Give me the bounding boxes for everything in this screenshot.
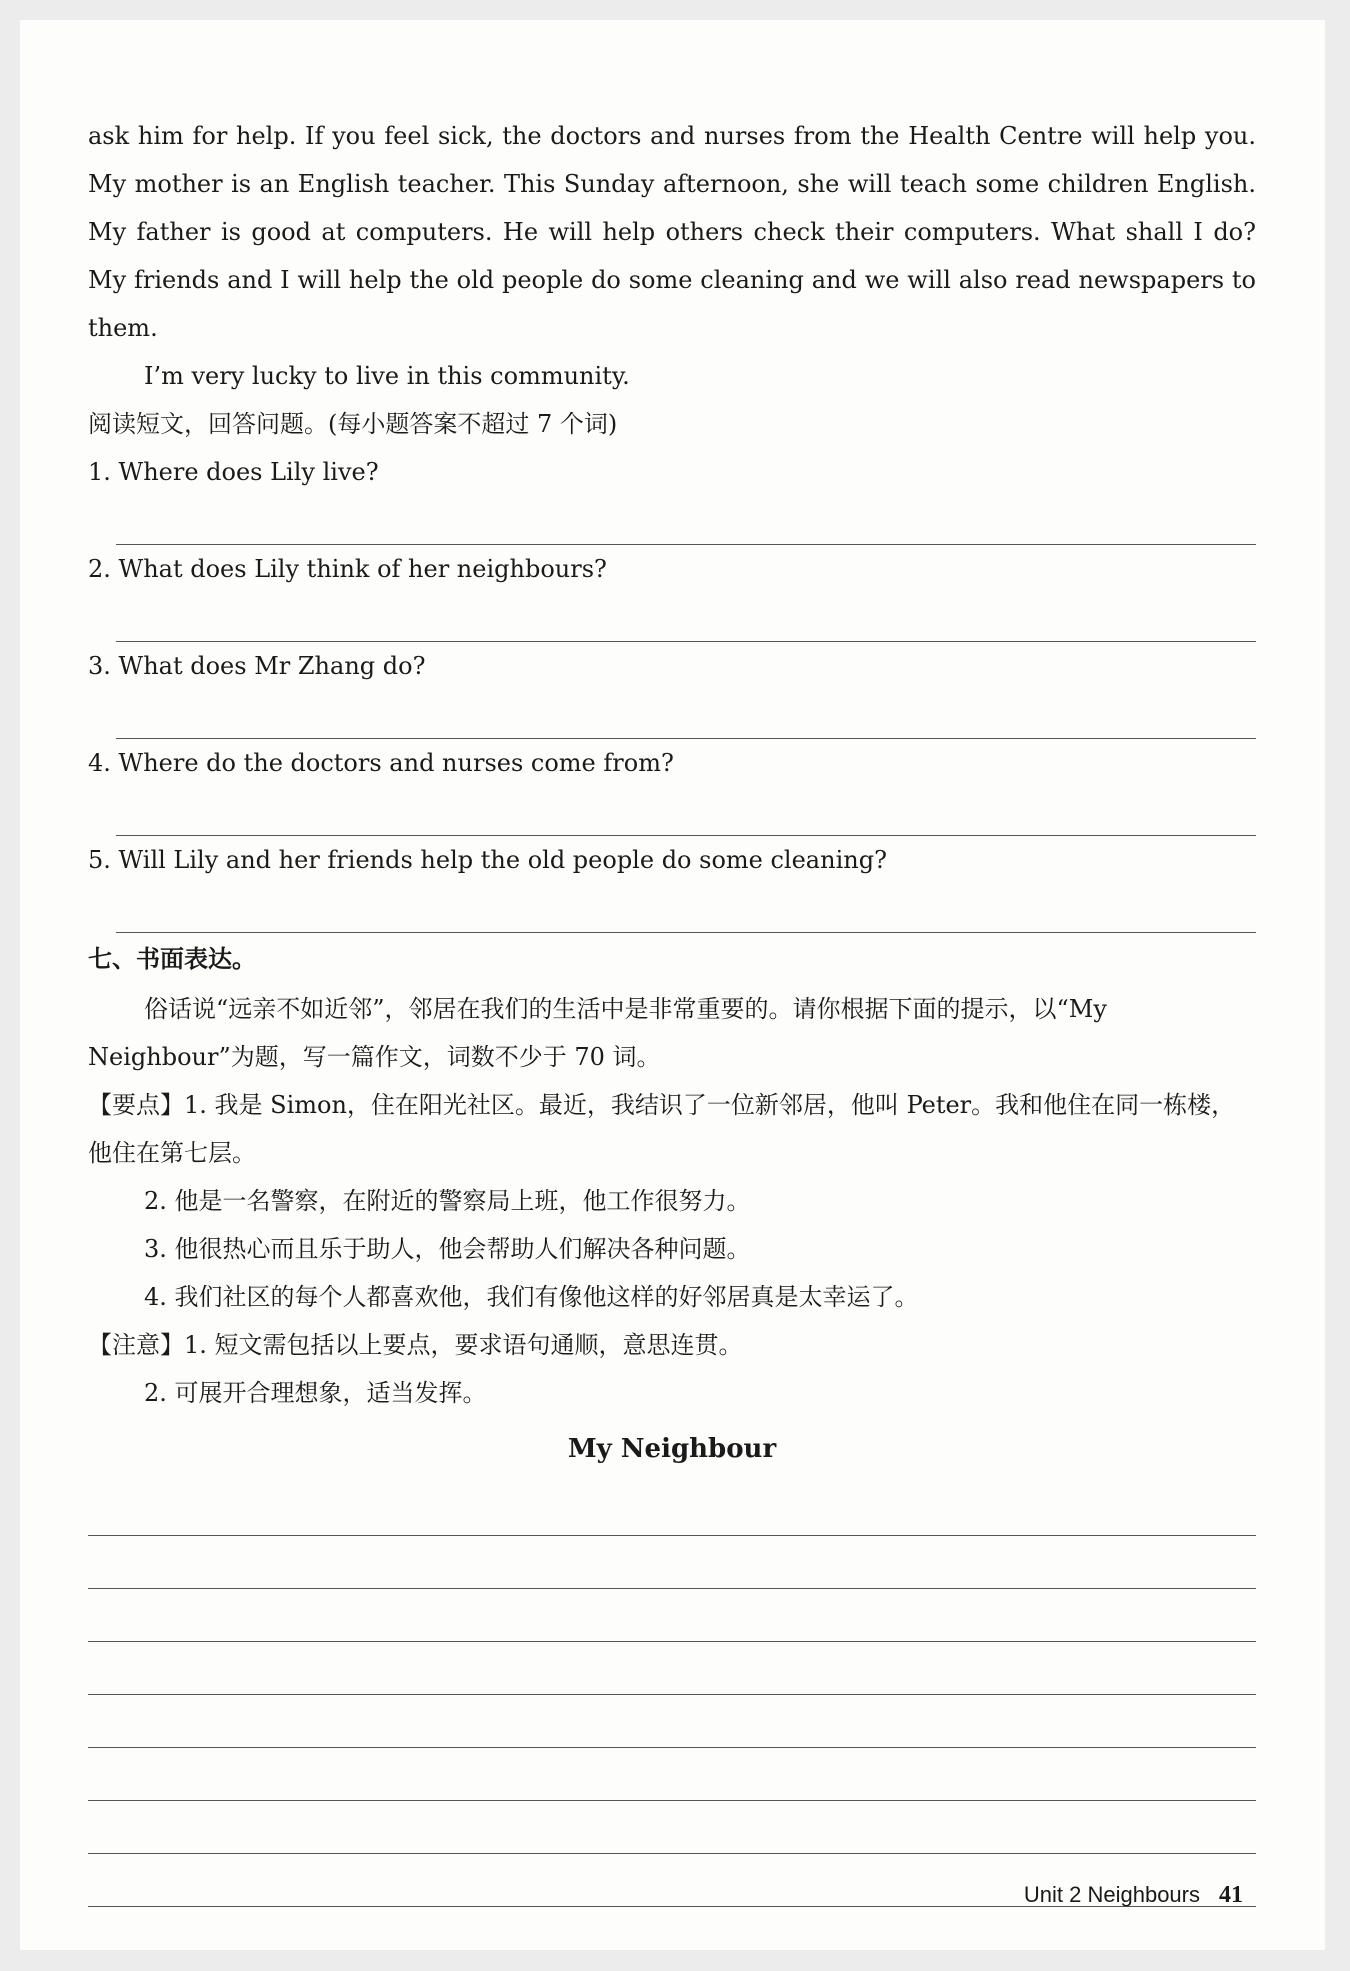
workbook-page <box>20 20 1325 1950</box>
page-number: 41 <box>1219 1882 1243 1908</box>
essay-writing-line[interactable] <box>88 1642 1256 1695</box>
answer-line-4[interactable] <box>116 787 1256 836</box>
answer-line-5[interactable] <box>116 884 1256 933</box>
key-point-1: 【要点】1. 我是 Simon，住在阳光社区。最近，我结识了一位新邻居，他叫 Peter。我和他住在同一栋楼，他住在第七层。 <box>88 1091 1236 1167</box>
answer-line-2[interactable] <box>116 593 1256 642</box>
essay-writing-line[interactable] <box>88 1536 1256 1589</box>
essay-writing-line[interactable] <box>88 1589 1256 1642</box>
essay-writing-line[interactable] <box>88 1695 1256 1748</box>
passage-closing-line: I’m very lucky to live in this community. <box>144 362 630 390</box>
question-4: 4. Where do the doctors and nurses come from? <box>88 749 674 777</box>
page-footer <box>1024 1882 1243 1909</box>
question-2: 2. What does Lily think of her neighbours? <box>88 555 607 583</box>
answer-line-3[interactable] <box>116 690 1256 739</box>
key-point-3: 3. 他很热心而且乐于助人，他会帮助人们解决各种问题。 <box>144 1235 751 1263</box>
writing-notes <box>88 1321 1256 1417</box>
essay-writing-line[interactable] <box>88 1748 1256 1801</box>
passage-paragraph: ask him for help. If you feel sick, the doctors and nurses from the Health Centre will help you. My mother is an English teacher. This Sunday afternoon, she will teach some children English. My father is good at computers. He will help others check their computers. What shall I do? My friends and I will help the old people do some cleaning and we will also read newspapers to them. <box>88 122 1256 342</box>
essay-writing-area[interactable] <box>88 1483 1256 1907</box>
question-3: 3. What does Mr Zhang do? <box>88 652 426 680</box>
writing-intro: 俗话说“远亲不如近邻”，邻居在我们的生活中是非常重要的。请你根据下面的提示，以“My Neighbour”为题，写一篇作文，词数不少于 70 词。 <box>88 995 1107 1071</box>
note-2: 2. 可展开合理想象，适当发挥。 <box>144 1379 487 1407</box>
question-list <box>88 448 1256 933</box>
note-1: 【注意】1. 短文需包括以上要点，要求语句通顺，意思连贯。 <box>88 1331 743 1359</box>
page-content <box>88 112 1256 1907</box>
reading-instruction: 阅读短文，回答问题。(每小题答案不超过 7 个词) <box>88 410 618 438</box>
writing-section-title: 七、书面表达。 <box>88 945 256 973</box>
key-point-2: 2. 他是一名警察，在附近的警察局上班，他工作很努力。 <box>144 1187 751 1215</box>
writing-key-points <box>88 1081 1256 1321</box>
question-1: 1. Where does Lily live? <box>88 458 379 486</box>
essay-writing-line[interactable] <box>88 1801 1256 1854</box>
essay-title: My Neighbour <box>567 1434 777 1464</box>
essay-writing-line[interactable] <box>88 1483 1256 1536</box>
unit-label: Unit 2 Neighbours <box>1023 1882 1200 1907</box>
key-point-4: 4. 我们社区的每个人都喜欢他，我们有像他这样的好邻居真是太幸运了。 <box>144 1283 919 1311</box>
question-5: 5. Will Lily and her friends help the old people do some cleaning? <box>88 846 887 874</box>
answer-line-1[interactable] <box>116 496 1256 545</box>
